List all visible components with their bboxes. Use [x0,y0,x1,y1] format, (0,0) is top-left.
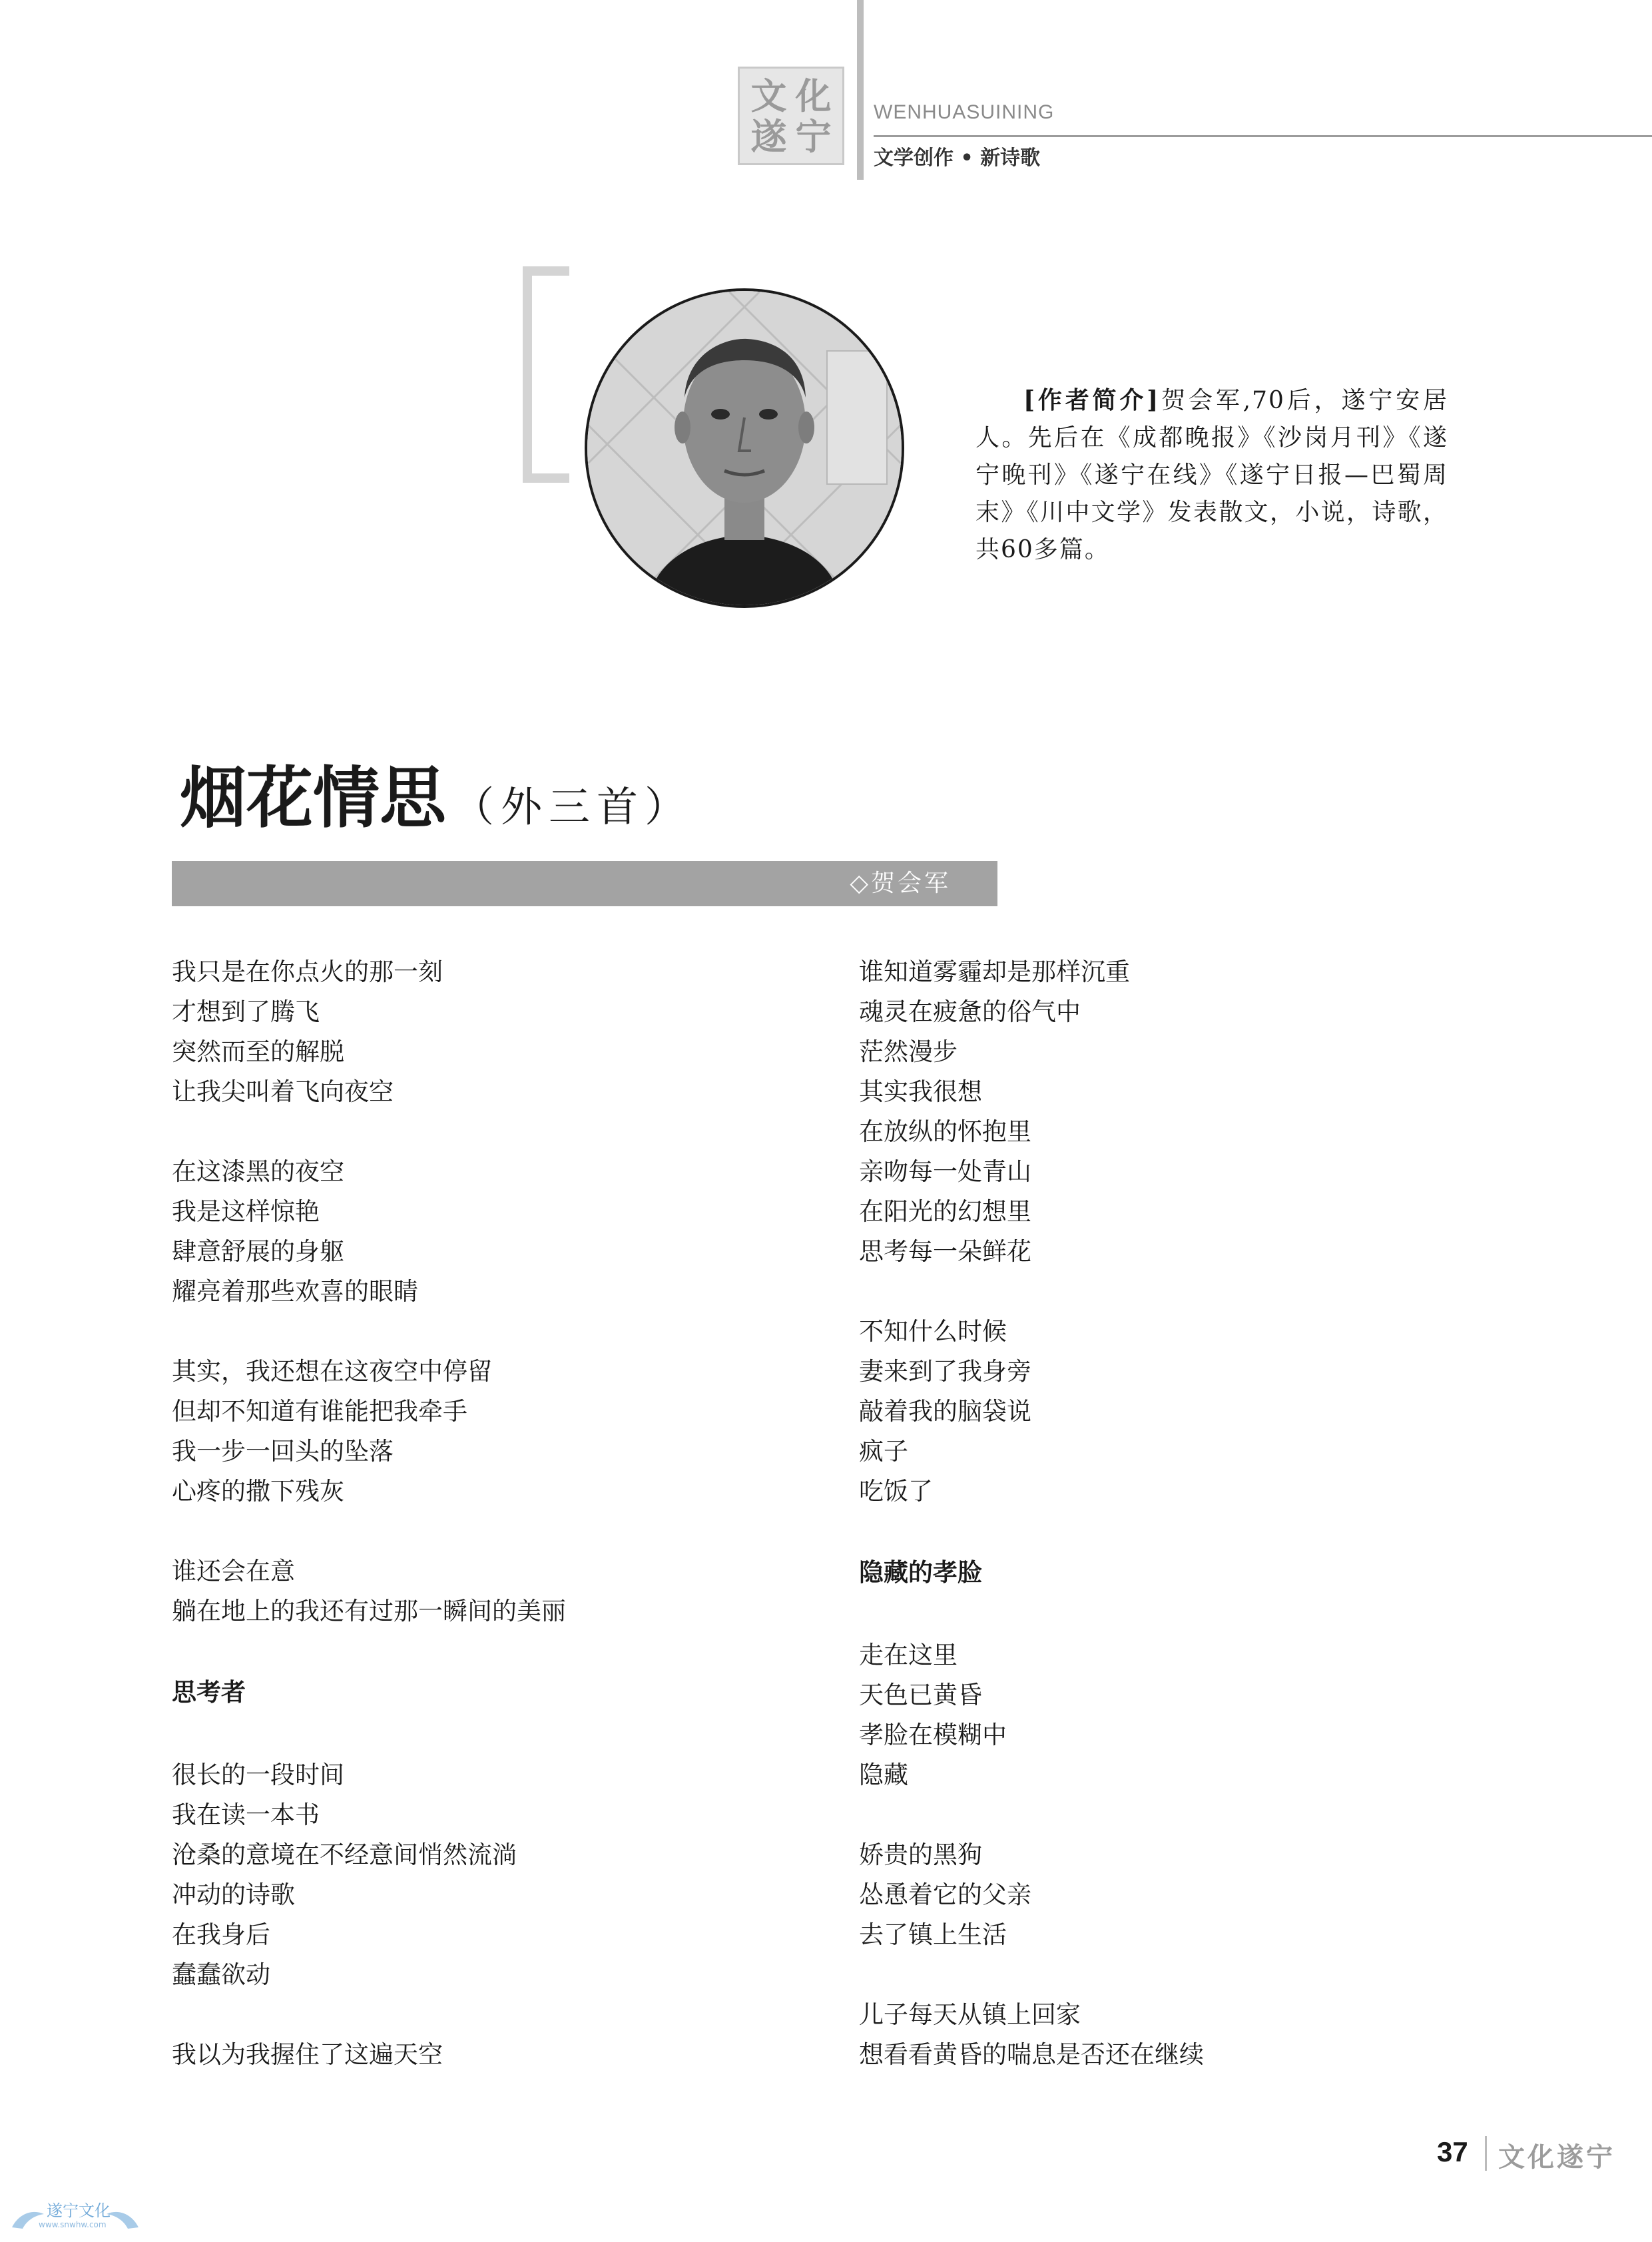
poem-line: 走在这里 [859,1641,958,1669]
watermark-url: www.snwhw.com [39,2220,107,2229]
article-title [180,744,692,840]
poem-line: 我一步一回头的坠落 [172,1437,394,1466]
bio-text: 贺会军,70后，遂宁安居人。先后在《成都晚报》《沙岗月刊》《遂宁晚刊》《遂宁在线》《遂宁日报—巴蜀周末》《川中文学》发表散文，小说，诗歌，共60多篇。 [975,387,1448,563]
poem-line: 其实，我还想在这夜空中停留 [172,1357,492,1386]
stanza-gap [859,1512,1458,1551]
poem-line: 我是这样惊艳 [172,1197,320,1226]
poem-line: 我以为我握住了这遍天空 [172,2040,443,2069]
poem-line: 在这漆黑的夜空 [172,1157,344,1186]
header-english-title: WENHUASUINING [874,101,1055,123]
poem-line: 心疼的撒下残灰 [172,1477,344,1506]
poem-line: 疯子 [859,1437,908,1466]
stanza-gap [172,1312,771,1352]
title-subtitle: （外三首） [453,782,693,831]
poem-line: 谁知道雾霾却是那样沉重 [859,958,1130,986]
poem-line: 躺在地上的我还有过那一瞬间的美丽 [172,1597,566,1625]
watermark-text: 遂宁文化 [47,2201,111,2220]
bio-label: [作者简介] [1023,386,1160,414]
poem-heading: 隐藏的孝脸 [859,1558,982,1587]
poem-line: 魂灵在疲惫的俗气中 [859,997,1081,1026]
poem-line: 想看看黄昏的喘息是否还在继续 [859,2040,1204,2069]
poem-line: 很长的一段时间 [172,1761,344,1789]
header-divider-horizontal [874,135,1652,137]
poem-line: 我只是在你点火的那一刻 [172,958,443,986]
footer-brand: 文化遂宁 [1498,2141,1615,2173]
logo-char: 文 [750,74,787,117]
page-number: 37 [1437,2136,1468,2167]
poem-line: 吃饭了 [859,1477,933,1506]
poem-line: 我在读一本书 [172,1801,320,1829]
poem-line: 其实我很想 [859,1077,982,1106]
poem-heading: 思考者 [172,1678,246,1707]
poem-line: 让我尖叫着飞向夜空 [172,1077,394,1106]
poem-line: 亲吻每一处青山 [859,1157,1031,1186]
header-divider-vertical [857,0,864,180]
stanza-gap [172,1512,771,1551]
stanza-gap [859,1795,1458,1835]
poem-line: 谁还会在意 [172,1557,295,1585]
magazine-logo [738,67,844,165]
poem-line: 冲动的诗歌 [172,1880,295,1909]
poem-line: 但却不知道有谁能把我牵手 [172,1397,467,1426]
poem-line: 才想到了腾飞 [172,997,320,1026]
poem-line: 在放纵的怀抱里 [859,1117,1031,1146]
author-byline: ◇贺会军 [850,870,951,897]
stanza-gap [859,1272,1458,1312]
poem-line: 儿子每天从镇上回家 [859,2000,1081,2029]
author-portrait [585,288,904,608]
poem-column-left [172,952,771,2075]
stanza-gap [172,1714,771,1755]
poem-line: 妻来到了我身旁 [859,1357,1031,1386]
poem-line: 不知什么时候 [859,1317,1007,1346]
poem-line: 在阳光的幻想里 [859,1197,1031,1226]
section-label: 文学创作 • 新诗歌 [874,146,1041,170]
poem-line: 肆意舒展的身躯 [172,1237,344,1266]
logo-char: 化 [795,74,832,117]
stanza-gap [172,1631,771,1671]
footer-divider [1485,2136,1487,2171]
decorative-bracket [523,266,569,483]
poem-line: 思考每一朵鲜花 [859,1237,1031,1266]
stanza-gap [859,1955,1458,1995]
poem-line: 耀亮着那些欢喜的眼睛 [172,1277,418,1306]
author-bio [975,382,1448,569]
stanza-gap [859,1594,1458,1635]
poem-line: 蠢蠢欲动 [172,1960,270,1989]
poem-line: 隐藏 [859,1761,908,1789]
logo-char: 遂 [750,115,787,158]
poem-line: 在我身后 [172,1920,270,1949]
title-main: 烟花情思 [180,758,446,837]
poem-column-right [859,952,1458,2075]
poem-line: 孝脸在模糊中 [859,1721,1007,1749]
poem-line: 沧桑的意境在不经意间悄然流淌 [172,1840,517,1869]
poem-line: 天色已黄昏 [859,1681,982,1709]
stanza-gap [172,1995,771,2035]
poem-line: 娇贵的黑狗 [859,1840,982,1869]
stanza-gap [172,1112,771,1152]
logo-char: 宁 [795,115,832,158]
poem-line: 敲着我的脑袋说 [859,1397,1031,1426]
byline-bar [172,861,997,906]
poem-line: 去了镇上生活 [859,1920,1007,1949]
poem-line: 茫然漫步 [859,1037,958,1066]
poem-line: 突然而至的解脱 [172,1037,344,1066]
poem-line: 怂恿着它的父亲 [859,1880,1031,1909]
